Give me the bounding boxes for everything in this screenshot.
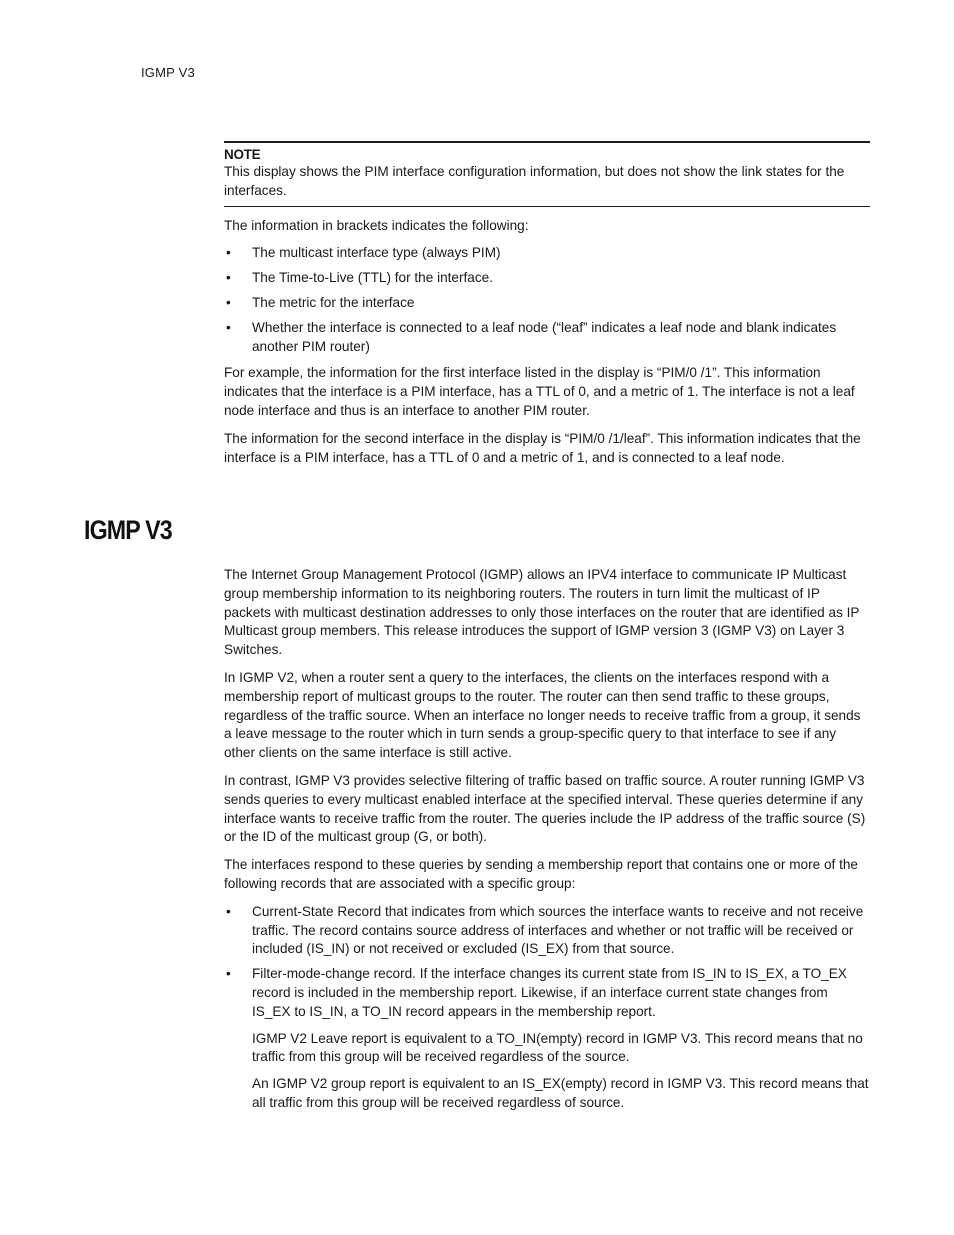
bullet-icon: •	[226, 245, 231, 261]
list-item	[224, 903, 870, 959]
list-item: • The multicast interface type (always PIM)	[224, 244, 870, 263]
record-subparagraph: IGMP V2 Leave report is equivalent to a TO_IN(empty) record in IGMP V3. This record means that no traffic from this group will be received regardless of the source.	[252, 1030, 863, 1065]
bullet-icon: •	[226, 966, 231, 982]
example-paragraph-1: For example, the information for the first interface listed in the display is “PIM/0 /1”. This information indicates that the interface is a PIM interface, has a TTL of 0, and a metric of 1. The interface is not a leaf node interface and thus is an interface to another PIM router.	[224, 365, 855, 418]
section-paragraph: The interfaces respond to these queries by sending a membership report that contains one or more of the following records that are associated with a specific group:	[224, 857, 858, 891]
section-paragraph: In contrast, IGMP V3 provides selective filtering of traffic based on traffic source. A router running IGMP V3 sends queries to every multicast enabled interface at the specified interval. These queries determine if any interface wants to receive traffic from the router. The queries include the IP address of the traffic source (S) or the ID of the multicast group (G, or both).	[224, 772, 866, 845]
note-label: NOTE	[224, 147, 261, 162]
records-list	[224, 903, 870, 1113]
section-title: IGMP V3	[84, 515, 172, 545]
list-item: • The metric for the interface	[224, 294, 870, 313]
brackets-intro: The information in brackets indicates the following:	[224, 217, 529, 233]
bullet-icon: •	[226, 319, 231, 335]
brackets-list	[224, 244, 870, 356]
record-subparagraph: An IGMP V2 group report is equivalent to an IS_EX(empty) record in IGMP V3. This record means that all traffic from this group will be received regardless of source.	[252, 1076, 869, 1110]
bullet-icon: •	[226, 270, 231, 286]
bullet-icon: •	[226, 903, 231, 919]
note-box	[224, 141, 870, 207]
upper-content	[224, 141, 870, 476]
record-text: Current-State Record that indicates from which sources the interface wants to receive and not receive traffic. The record contains source address of interfaces and whether or not traffic will be received or included (IS_IN) or not received or excluded (IS_EX) from that source.	[252, 903, 864, 957]
bullet-icon: •	[226, 294, 231, 310]
list-item: • The Time-to-Live (TTL) for the interface.	[224, 269, 870, 288]
list-item	[224, 965, 870, 1113]
section-paragraph: In IGMP V2, when a router sent a query to the interfaces, the clients on the interfaces respond with a membership report of multicast groups to the router. The router can then send traffic to these groups, regardless of the traffic source. When an interface no longer needs to receive traffic from a group, it sends a leave message to the router which in turn sends a group-specific query to that interface to see if any other clients on the same interface is still active.	[224, 669, 861, 761]
running-header: IGMP V3	[141, 65, 195, 80]
section-paragraph: The Internet Group Management Protocol (IGMP) allows an IPV4 interface to communicate IP Multicast group membership information to its neighboring routers. The routers in turn limit the multicast of IP packets with multicast destination addresses to only those interfaces on the router that are identified as IP Multicast group members. This release introduces the support of IGMP version 3 (IGMP V3) on Layer 3 Switches.	[224, 567, 860, 658]
section-content	[224, 566, 870, 1121]
list-item: • Whether the interface is connected to a leaf node (“leaf” indicates a leaf node and blank indicates another PIM router)	[226, 319, 837, 354]
record-text: Filter-mode-change record. If the interface changes its current state from IS_IN to IS_EX, a TO_EX record is included in the membership report. Likewise, if an interface current state changes from IS_EX to IS_IN, a TO_IN record appears in the membership report.	[252, 966, 847, 1019]
example-paragraph-2: The information for the second interface in the display is “PIM/0 /1/leaf”. This information indicates that the interface is a PIM interface, has a TTL of 0 and a metric of 1, and is connected to a leaf node.	[224, 430, 861, 465]
note-text: This display shows the PIM interface configuration information, but does not show the link states for the interfaces.	[224, 164, 845, 198]
